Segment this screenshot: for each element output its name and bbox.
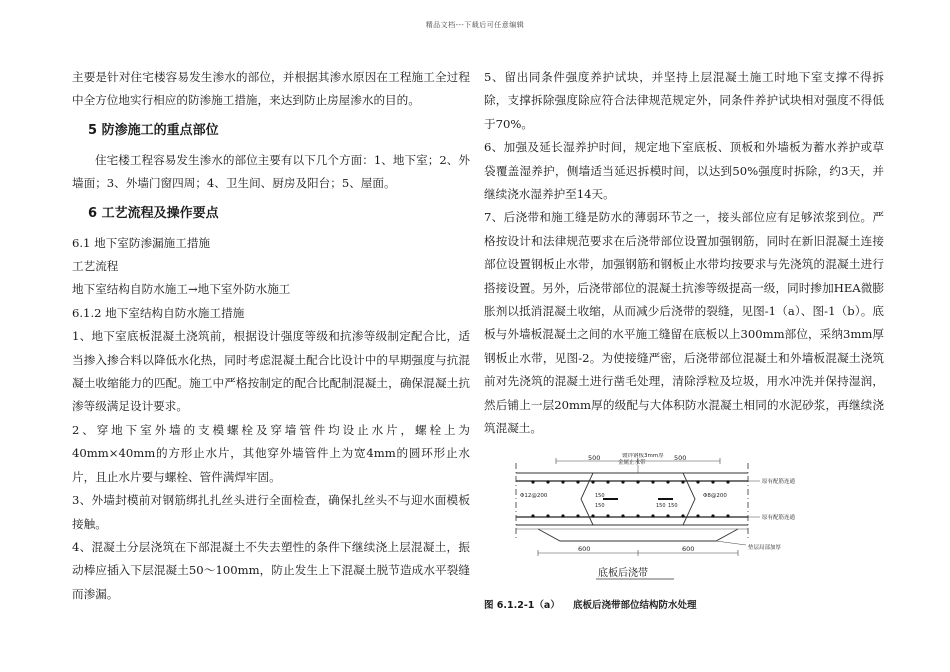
list-item-7: 7、后浇带和施工缝是防水的薄弱环节之一，接头部位应有足够浓浆到位。严格按设计和法律规范要求在后浇带部位设置加强钢筋，同时在新旧混凝土连接部位设置钢板止水带，加强钢筋和钢板止水带均按要求与先浇筑的混凝土进行搭接设置。另外，后浇带部位的混凝土抗渗等级提高一级，同时掺加HEA微膨胀剂以抵消混凝土收缩，从而减少后浇带的裂缝，见图-1（a）、图-1（b）。底板与外墙板混凝土之间的水平施工缝留在底板以上300mm部位，采纳3mm厚钢板止水带，见图-2。为使接缝严密，后浇带部位混凝土和外墙板混凝土浇筑前对先浇筑的混凝土进行凿毛处理，清除浮粒及垃圾，用水冲洗并保持湿润，然后铺上一层20mm厚的级配与大体积防水混凝土相同的水泥砂浆，再继续浇筑混凝土。 bbox=[484, 210, 884, 436]
label-dim-500-right: 500 bbox=[674, 454, 687, 462]
right-column bbox=[484, 66, 884, 441]
heading-section-6: 6 工艺流程及操作要点 bbox=[88, 205, 219, 221]
paragraph-key-areas: 住宅楼工程容易发生渗水的部位主要有以下几个方面：1、地下室；2、外墙面；3、外墙门窗四周；4、卫生间、厨房及阳台；5、屋面。 bbox=[72, 152, 470, 191]
bed-thickening bbox=[538, 529, 738, 541]
flow-steps: 地下室结构自防水施工→地下室外防水施工 bbox=[72, 282, 291, 297]
figure-post-pour-strip bbox=[498, 453, 810, 593]
subheading-6-1-2: 6.1.2 地下室结构自防水施工措施 bbox=[72, 305, 245, 320]
list-item-2: 2、穿地下室外墙的支模螺栓及穿墙管件均设止水片，螺栓上为40mm×40mm的方形止水片，其他穿外墙管件上为宽4mm的圆环形止水片，且止水片要与螺栓、管件满焊牢固。 bbox=[72, 422, 470, 484]
label-plate: 镀锌钢板3mm厚 bbox=[622, 453, 664, 459]
label-bed-local: 垫层局部加厚 bbox=[748, 545, 782, 551]
list-item-4: 4、混凝土分层浇筑在下部混凝土不失去塑性的条件下继续浇上层混凝土，振动棒应插入下层混凝土50～100mm，防止发生上下混凝土脱节造成水平裂缝而渗漏。 bbox=[72, 539, 470, 601]
label-dim-600-right: 600 bbox=[682, 545, 695, 553]
figure-caption: 图 6.1.2-1（a） 底板后浇带部位结构防水处理 bbox=[484, 600, 697, 611]
label-150-b: 150 bbox=[595, 503, 605, 509]
label-dim-600-left: 600 bbox=[578, 545, 591, 553]
label-dim-500-left: 500 bbox=[588, 454, 601, 462]
label-150-d: 150 bbox=[668, 503, 678, 509]
label-150-a: 150 bbox=[595, 493, 605, 499]
left-column bbox=[72, 66, 470, 606]
flow-title: 工艺流程 bbox=[72, 259, 119, 274]
list-item-5: 5、留出同条件强度养护试块，并坚持上层混凝土施工时地下室支撑不得拆除，支撑拆除强度除应符合法律规范规定外，同条件养护试块相对强度不得低于70%。 bbox=[484, 70, 884, 131]
label-strip: 金属止水带 bbox=[618, 460, 646, 466]
label-orig-bottom: 原有配筋连通 bbox=[762, 515, 796, 521]
figure-title: 底板后浇带 bbox=[598, 568, 648, 579]
page-header-watermark: 精品文档---下载后可任意编辑 bbox=[425, 21, 525, 29]
list-item-6: 6、加强及延长湿养护时间，规定地下室底板、顶板和外墙板为蓄水养护或草袋覆盖湿养护，侧墙适当延迟拆模时间，以达到50%强度时拆除，约3天，并继续浇水湿养护至14天。 bbox=[484, 140, 884, 202]
paragraph-intro: 主要是针对住宅楼容易发生渗水的部位，并根据其渗水原因在工程施工全过程中全方位地实行相应的防渗施工措施，来达到防止房屋渗水的目的。 bbox=[72, 70, 470, 108]
label-right-bar: Φ8@200 bbox=[703, 493, 727, 499]
subheading-6-1: 6.1 地下室防渗漏施工措施 bbox=[72, 235, 211, 250]
list-item-3: 3、外墙封模前对钢筋绑扎扎丝头进行全面检查，确保扎丝头不与迎水面模板接触。 bbox=[72, 493, 470, 531]
list-item-1: 1、地下室底板混凝土浇筑前，根据设计强度等级和抗渗等级制定配合比，适当掺入掺合料以降低水化热，同时考虑混凝土配合比设计中的早期强度与抗混凝土收缩能力的匹配。施工中严格按制定的配合比配制混凝土，确保混凝土抗渗等级满足设计要求。 bbox=[72, 329, 470, 414]
label-left-bar: Φ12@200 bbox=[520, 493, 548, 499]
figure-drawing bbox=[498, 453, 810, 593]
label-150-c: 150 bbox=[656, 503, 666, 509]
heading-section-5: 5 防渗施工的重点部位 bbox=[88, 122, 219, 138]
label-orig-top: 原有配筋连通 bbox=[762, 479, 796, 485]
